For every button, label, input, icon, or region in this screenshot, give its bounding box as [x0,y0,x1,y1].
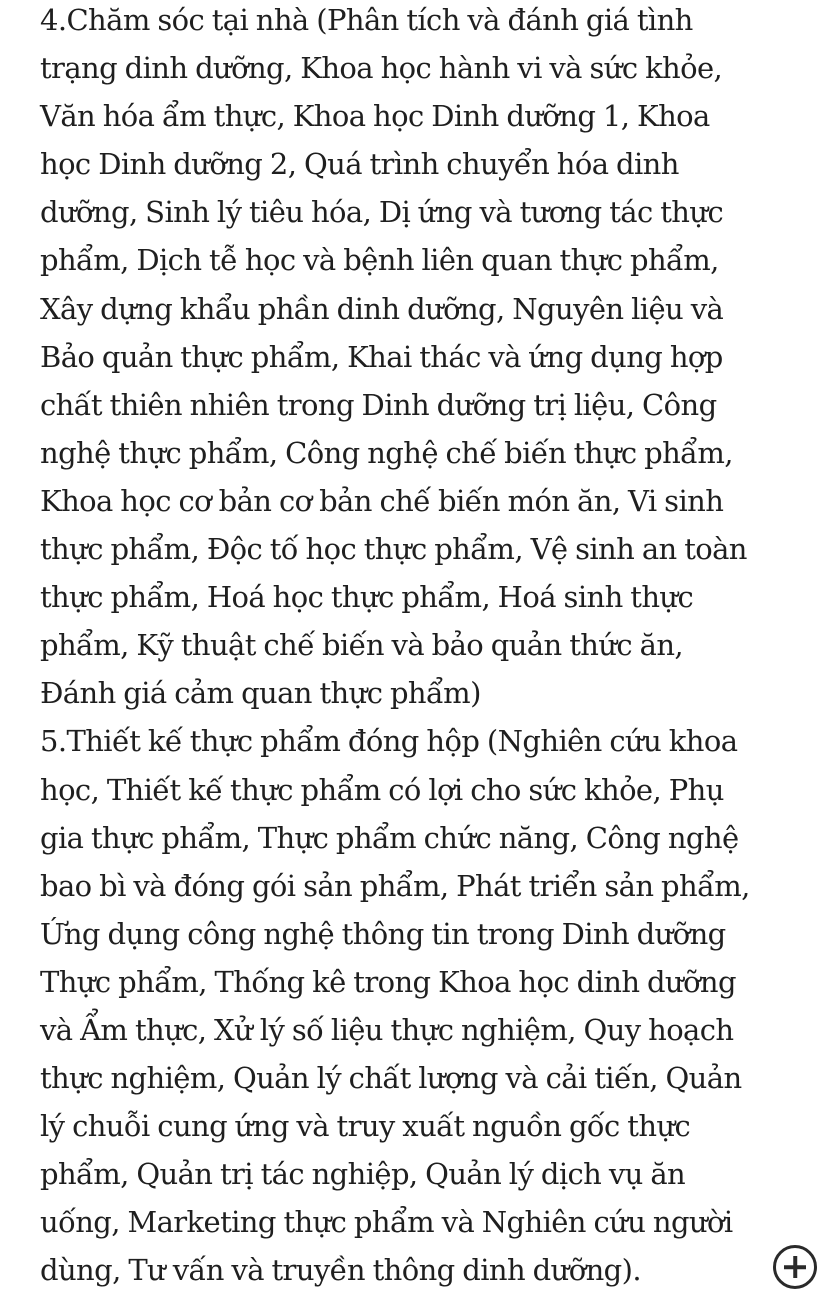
text-line: và Ẩm thực, Xử lý số liệu thực nghiệm, Quy hoạch [40,1012,734,1047]
text-line: thực nghiệm, Quản lý chất lượng và cải tiến, Quản [40,1061,742,1096]
expand-button[interactable] [773,1245,817,1289]
text-line: phẩm, Kỹ thuật chế biến và bảo quản thức ăn, [40,628,684,663]
text-line: nghệ thực phẩm, Công nghệ chế biến thực phẩm, [40,435,733,470]
text-line: Thực phẩm, Thống kê trong Khoa học dinh dưỡng [40,964,736,999]
text-line: thực phẩm, Độc tố học thực phẩm, Vệ sinh an toàn [40,532,747,567]
text-line: chất thiên nhiên trong Dinh dưỡng trị liệu, Công [40,387,717,422]
text-line: phẩm, Quản trị tác nghiệp, Quản lý dịch vụ ăn [40,1157,686,1192]
text-line: học Dinh dưỡng 2, Quá trình chuyển hóa dinh [40,147,679,182]
text-line: phẩm, Dịch tễ học và bệnh liên quan thực phẩm, [40,243,719,278]
text-line: Xây dựng khẩu phần dinh dưỡng, Nguyên liệu và [40,291,724,326]
article-text [40,0,820,1295]
text-line: Bảo quản thực phẩm, Khai thác và ứng dụng hợp [40,339,723,374]
text-line: 5.Thiết kế thực phẩm đóng hộp (Nghiên cứu khoa [40,724,738,759]
text-line: 4.Chăm sóc tại nhà (Phân tích và đánh giá tình [40,3,693,37]
text-line: trạng dinh dưỡng, Khoa học hành vi và sức khỏe, [40,51,723,86]
text-line: Đánh giá cảm quan thực phẩm) [40,676,481,711]
text-line: thực phẩm, Hoá học thực phẩm, Hoá sinh thực [40,580,694,615]
text-line: lý chuỗi cung ứng và truy xuất nguồn gốc thực [40,1109,691,1144]
text-line: Khoa học cơ bản cơ bản chế biến món ăn, Vi sinh [40,483,724,518]
text-line: uống, Marketing thực phẩm và Nghiên cứu người [40,1205,733,1240]
text-line: gia thực phẩm, Thực phẩm chức năng, Công nghệ [40,820,739,855]
text-line: bao bì và đóng gói sản phẩm, Phát triển sản phẩm, [40,868,750,903]
text-line: dưỡng, Sinh lý tiêu hóa, Dị ứng và tương tác thực [40,195,724,230]
text-line: học, Thiết kế thực phẩm có lợi cho sức khỏe, Phụ [40,772,724,807]
text-line: Văn hóa ẩm thực, Khoa học Dinh dưỡng 1, Khoa [40,99,710,134]
plus-circle-icon [776,1248,814,1286]
text-line: dùng, Tư vấn và truyền thông dinh dưỡng). [40,1253,641,1288]
text-line: Ứng dụng công nghệ thông tin trong Dinh dưỡng [40,916,726,951]
